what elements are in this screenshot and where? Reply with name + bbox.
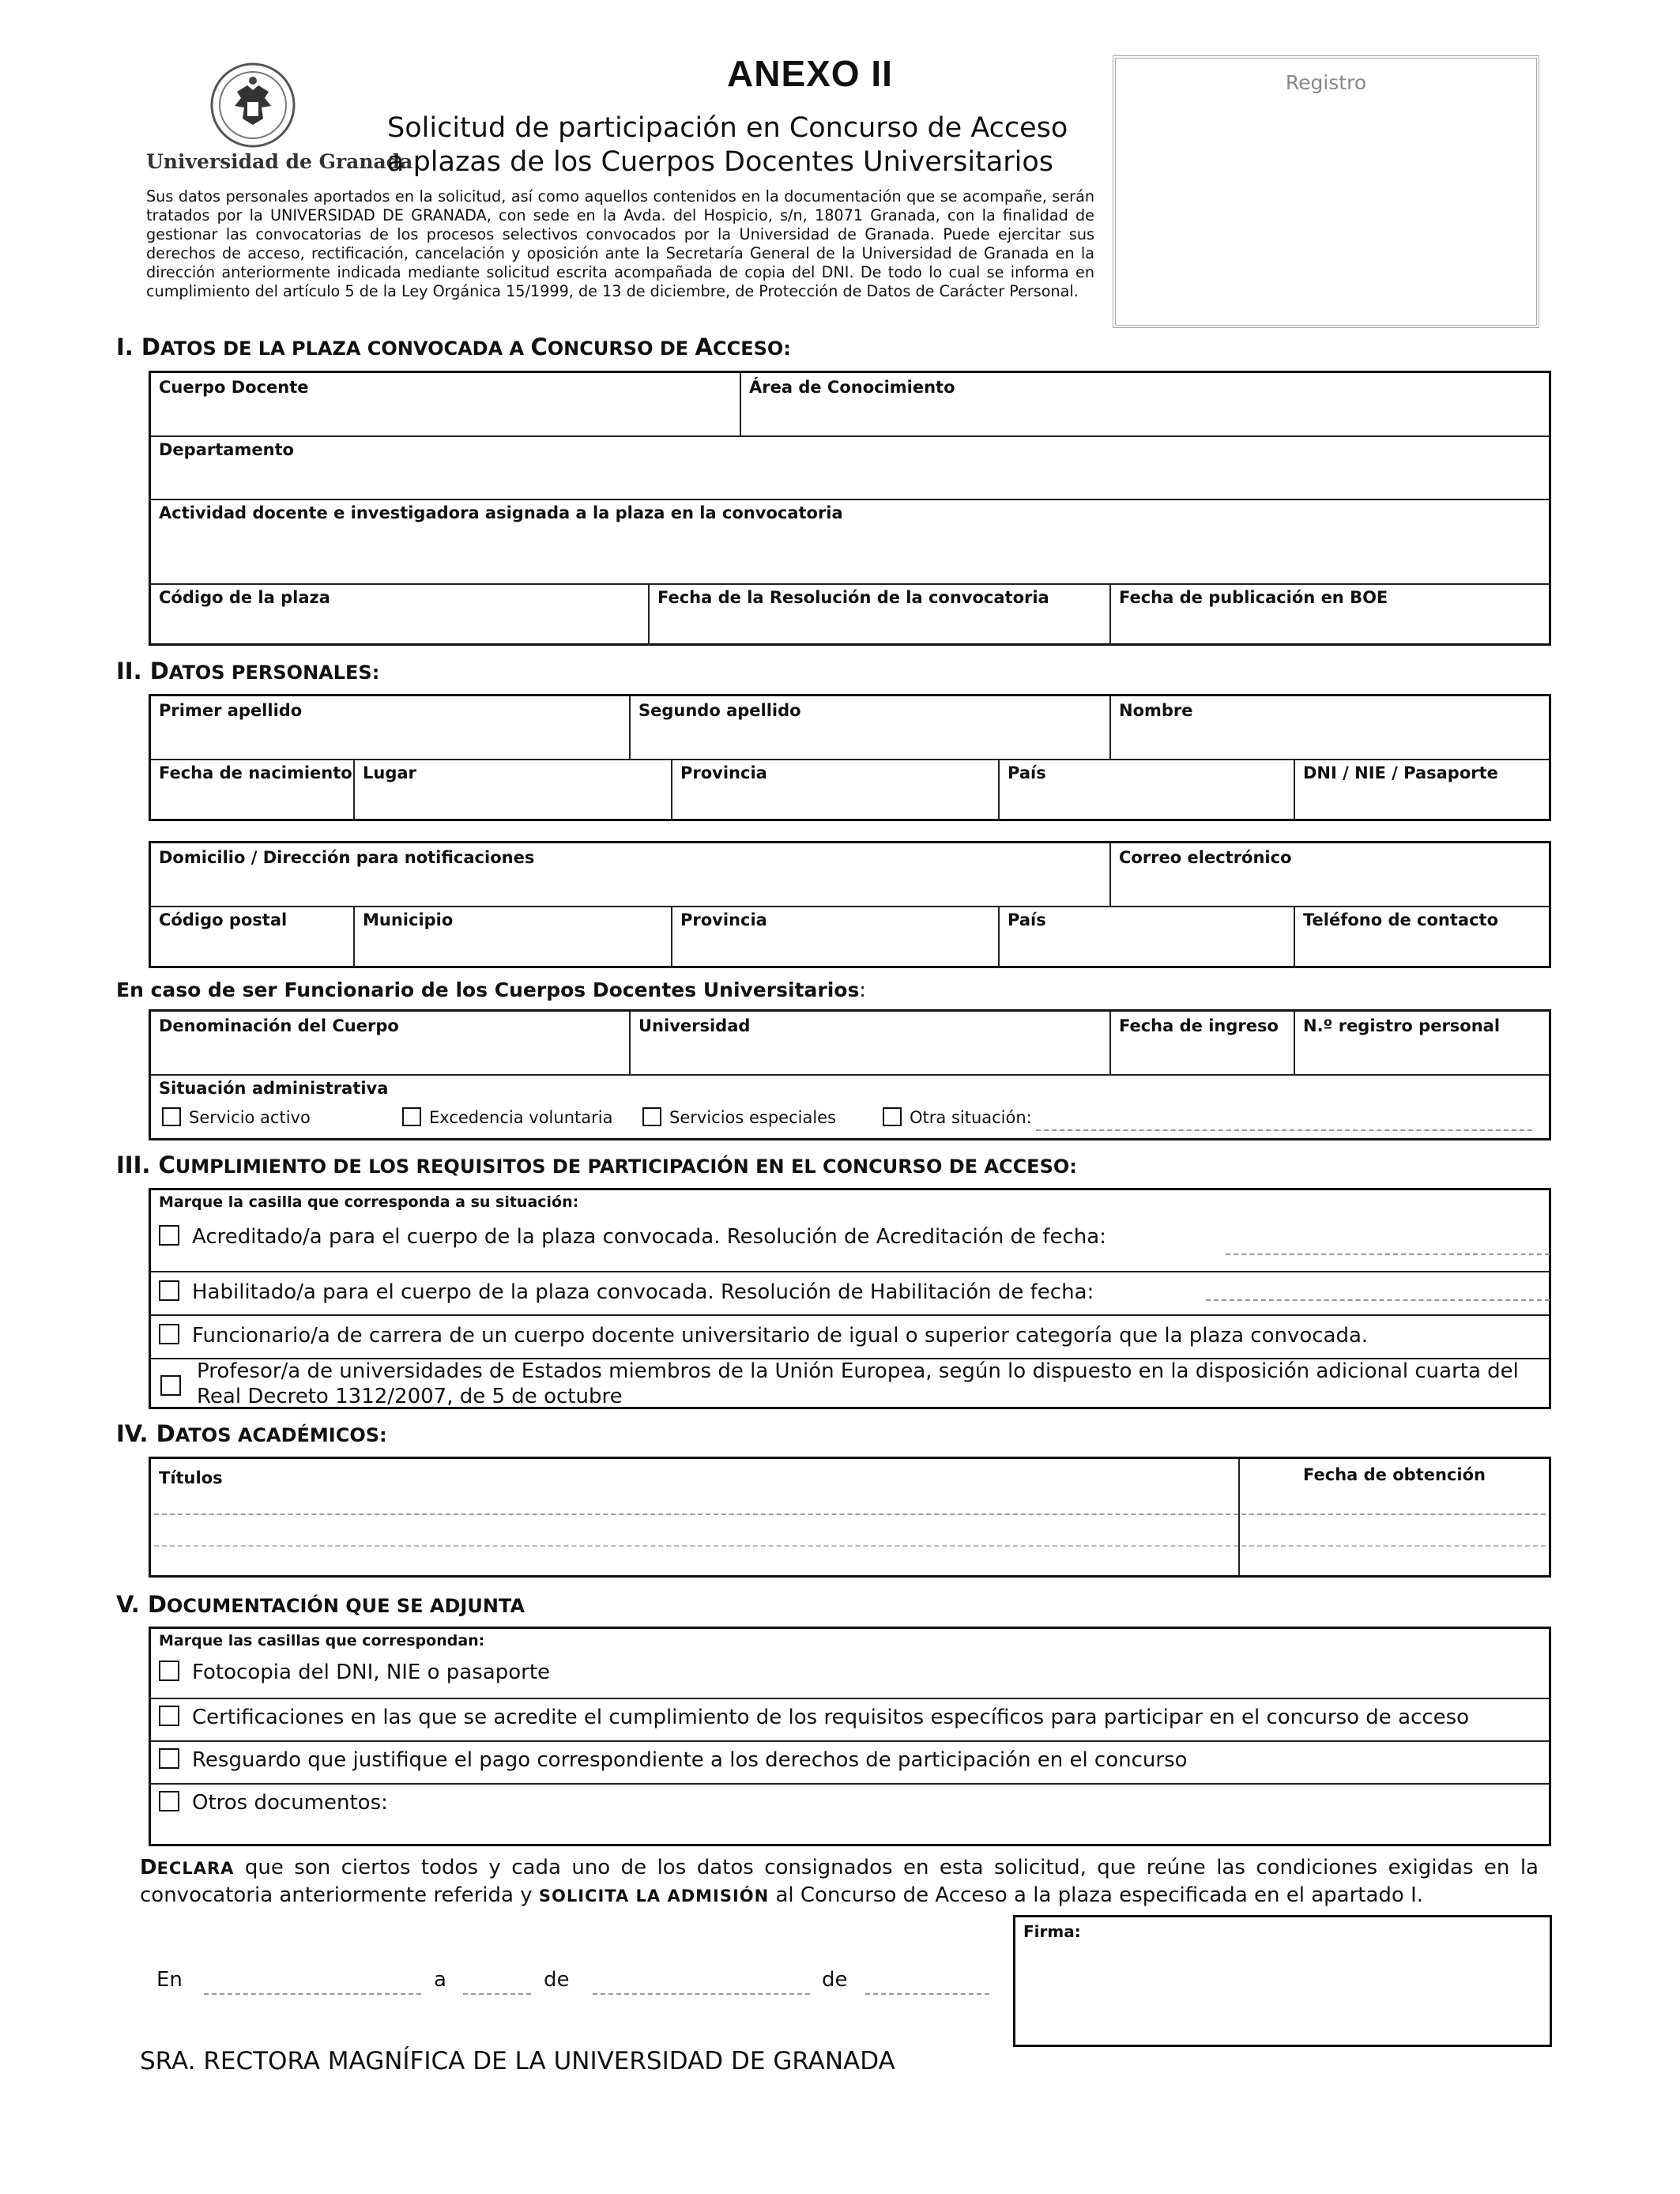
municipio-field[interactable]: Municipio <box>355 906 672 968</box>
telefono-field[interactable]: Teléfono de contacto <box>1303 910 1499 929</box>
addressee-footer: SRA. RECTORA MAGNÍFICA DE LA UNIVERSIDAD DE GRANADA <box>140 2047 895 2075</box>
mes-line[interactable] <box>593 1993 810 1995</box>
codigo-postal-field[interactable]: Código postal <box>151 906 355 968</box>
firma-label: Firma: <box>1023 1922 1081 1941</box>
checkbox-icon[interactable] <box>159 1706 179 1726</box>
opt-excedencia[interactable]: Excedencia voluntaria <box>402 1107 612 1127</box>
academic-table <box>149 1457 1551 1578</box>
subtitle-line1: Solicitud de participación en Concurso de Acceso <box>387 112 1068 144</box>
section-1-table <box>149 371 1551 646</box>
opt-servicios-especiales[interactable]: Servicios especiales <box>642 1107 836 1127</box>
situacion-row <box>151 1074 1549 1140</box>
requisito-profesor-ue[interactable]: Profesor/a de universidades de Estados miembros de la Unión Europea, según lo dispuesto en la disposición adicional cuarta del Real Decreto 1312/2007, de 5 de octubre <box>151 1358 1549 1409</box>
requisito-habilitado[interactable]: Habilitado/a para el cuerpo de la plaza convocada. Resolución de Habilitación de fecha: <box>159 1280 1094 1304</box>
document-title: ANEXO II <box>727 53 893 94</box>
university-logo <box>146 62 413 180</box>
opt-servicio-activo[interactable]: Servicio activo <box>162 1107 311 1127</box>
registro-label: Registro <box>1285 71 1367 94</box>
pais-field[interactable]: País <box>1000 759 1295 821</box>
actividad-field[interactable]: Actividad docente e investigadora asignada a la plaza en la convocatoria <box>159 503 843 522</box>
address-table <box>149 841 1551 968</box>
checkbox-icon[interactable] <box>159 1324 179 1344</box>
fecha-boe-field[interactable]: Fecha de publicación en BOE <box>1119 588 1388 607</box>
checkbox-icon[interactable] <box>402 1107 421 1126</box>
firma-box[interactable] <box>1013 1915 1552 2047</box>
section-3-heading: III. CUMPLIMIENTO DE LOS REQUISITOS DE PARTICIPACIÓN EN EL CONCURSO DE ACCESO: <box>116 1152 1077 1178</box>
requisito-funcionario[interactable]: Funcionario/a de carrera de un cuerpo docente universitario de igual o superior categoría que la plaza convocada. <box>159 1324 1368 1348</box>
checkbox-icon[interactable] <box>159 1280 179 1301</box>
domicilio-field[interactable]: Domicilio / Dirección para notificaciones <box>151 843 1111 906</box>
privacy-notice: Sus datos personales aportados en la solicitud, así como aquellos contenidos en la documentación que se acompañe, serán tratados por la UNIVERSIDAD DE GRANADA, con sede en la Avda. del Hospicio, s/n, 18071 Granada, con la finalidad de gestionar las convocatorias de los procesos selectivos convocados por la Universidad de Granada. Puede ejercitar sus derechos de acceso, rectificación, cancelación y oposición ante la Secretaría General de la Universidad de Granada en la dirección anteriormente indicada mediante solicitud escrita acompañada de copia del DNI. De todo lo cual se informa en cumplimiento del artículo 5 de la Ley Orgánica 15/1999, de 13 de diciembre, de Protección de Datos de Carácter Personal. <box>146 187 1094 300</box>
checkbox-icon[interactable] <box>159 1791 179 1811</box>
pais2-field[interactable]: País <box>1000 906 1295 968</box>
section-5-heading: V. DOCUMENTACIÓN QUE SE ADJUNTA <box>116 1591 525 1618</box>
doc-certificaciones[interactable]: Certificaciones en las que se acredite el cumplimiento de los requisitos específicos para participar en el concurso de acceso <box>159 1706 1469 1729</box>
university-name: Universidad de Granada <box>146 150 413 173</box>
lugar-field[interactable]: Lugar <box>355 759 672 821</box>
a-label: a <box>434 1968 446 1992</box>
titulos-column[interactable]: Títulos <box>151 1459 1240 1575</box>
doc-otros[interactable]: Otros documentos: <box>159 1791 388 1815</box>
de-label-2: de <box>822 1968 848 1992</box>
checkbox-icon[interactable] <box>159 1225 179 1246</box>
checkbox-icon[interactable] <box>159 1661 179 1681</box>
cuerpo-docente-field[interactable]: Cuerpo Docente <box>151 373 741 435</box>
requisitos-table <box>149 1188 1551 1409</box>
correo-field[interactable]: Correo electrónico <box>1119 848 1292 867</box>
lugar-line[interactable] <box>204 1993 421 1995</box>
de-label-1: de <box>544 1968 570 1992</box>
funcionario-table <box>149 1009 1551 1140</box>
universidad-field[interactable]: Universidad <box>631 1012 1111 1074</box>
dia-line[interactable] <box>463 1993 531 1995</box>
declaration-text: DECLARA que son ciertos todos y cada uno de los datos consignados en esta solicitud, que reúne las condiciones exigidas en la convocatoria anteriormente referida y SOLICITA LA ADMISIÓN al Concurso de Acceso a la plaza especificada en el apartado I. <box>140 1856 1539 1907</box>
doc-resguardo[interactable]: Resguardo que justifique el pago correspondiente a los derechos de participación en el concurso <box>159 1748 1188 1772</box>
otra-situacion-line[interactable] <box>1036 1129 1532 1131</box>
en-label: En <box>156 1968 183 1992</box>
fecha-resolucion-field[interactable]: Fecha de la Resolución de la convocatoria <box>650 583 1111 646</box>
requisito-acreditado[interactable]: Acreditado/a para el cuerpo de la plaza convocada. Resolución de Acreditación de fecha: <box>159 1225 1106 1249</box>
nombre-field[interactable]: Nombre <box>1119 701 1193 720</box>
dni-field[interactable]: DNI / NIE / Pasaporte <box>1303 763 1498 782</box>
checkbox-icon[interactable] <box>642 1107 661 1126</box>
titulo-line-1[interactable] <box>154 1514 1546 1515</box>
checkbox-icon[interactable] <box>159 1748 179 1769</box>
titulo-line-2[interactable] <box>154 1545 1546 1547</box>
checkbox-icon[interactable] <box>883 1107 902 1126</box>
registro-personal-field[interactable]: N.º registro personal <box>1303 1016 1501 1035</box>
segundo-apellido-field[interactable]: Segundo apellido <box>631 696 1111 759</box>
funcionario-heading: En caso de ser Funcionario de los Cuerpos Docentes Universitarios: <box>116 978 866 1001</box>
denominacion-field[interactable]: Denominación del Cuerpo <box>151 1012 631 1074</box>
fecha-ingreso-field[interactable]: Fecha de ingreso <box>1111 1012 1295 1074</box>
university-seal-icon <box>209 62 296 149</box>
fecha-obtencion-column[interactable]: Fecha de obtención <box>1303 1465 1486 1484</box>
checkbox-icon[interactable] <box>162 1107 181 1126</box>
section-2-heading: II. DATOS PERSONALES: <box>116 658 380 684</box>
departamento-field[interactable]: Departamento <box>159 440 294 459</box>
personal-data-table <box>149 694 1551 821</box>
registro-box <box>1113 55 1539 328</box>
subtitle-line2: a plazas de los Cuerpos Docentes Universitarios <box>387 146 1054 178</box>
requisitos-instruction: Marque la casilla que corresponda a su situación: <box>159 1193 579 1211</box>
provincia2-field[interactable]: Provincia <box>672 906 1000 968</box>
checkbox-icon[interactable] <box>160 1375 181 1396</box>
anio-line[interactable] <box>865 1993 989 1995</box>
opt-otra-situacion[interactable]: Otra situación: <box>883 1107 1032 1127</box>
section-1-heading: I. DATOS DE LA PLAZA CONVOCADA A CONCURSO DE ACCESO: <box>116 334 791 360</box>
documentation-instruction: Marque las casillas que correspondan: <box>159 1632 485 1649</box>
fecha-acreditacion-line[interactable] <box>1226 1253 1550 1255</box>
documentation-table <box>149 1627 1551 1846</box>
fecha-habilitacion-line[interactable] <box>1206 1299 1550 1301</box>
area-conocimiento-field[interactable]: Área de Conocimiento <box>749 378 955 397</box>
fecha-nacimiento-field[interactable]: Fecha de nacimiento <box>151 759 355 821</box>
provincia-field[interactable]: Provincia <box>672 759 1000 821</box>
primer-apellido-field[interactable]: Primer apellido <box>151 696 631 759</box>
codigo-plaza-field[interactable]: Código de la plaza <box>151 583 650 646</box>
section-4-heading: IV. DATOS ACADÉMICOS: <box>116 1420 387 1447</box>
situacion-label: Situación administrativa <box>159 1079 389 1098</box>
doc-dni[interactable]: Fotocopia del DNI, NIE o pasaporte <box>159 1661 550 1684</box>
